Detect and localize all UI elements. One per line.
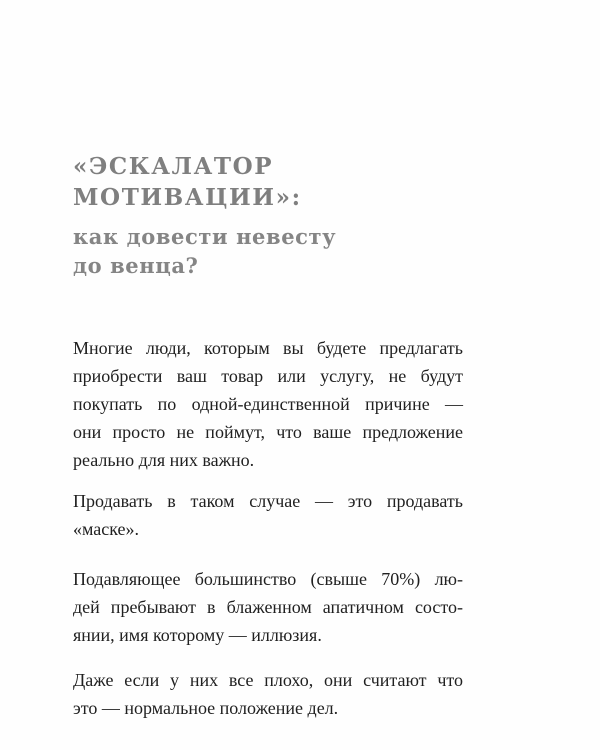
body-paragraph bbox=[73, 666, 463, 722]
chapter-title-line: МОТИВАЦИИ»: bbox=[73, 184, 302, 211]
text-line: они просто не поймут, что ваше предложение bbox=[73, 422, 463, 442]
text-line: дей пребывают в блаженном апатичном состо- bbox=[73, 597, 463, 617]
text-line: янии, имя которому — иллюзия. bbox=[73, 625, 322, 645]
text-line: «маске». bbox=[73, 519, 140, 539]
text-line: реально для них важно. bbox=[73, 450, 255, 470]
text-line: Продавать в таком случае — это продавать bbox=[73, 491, 463, 511]
chapter-title-line: «ЭСКАЛАТОР bbox=[73, 153, 274, 180]
text-line: Многие люди, которым вы будете предлагать bbox=[73, 338, 463, 358]
body-paragraph bbox=[73, 565, 463, 649]
text-line: Подавляющее большинство (свыше 70%) лю- bbox=[73, 569, 463, 589]
text-line: это — нормальное положение дел. bbox=[73, 698, 339, 718]
chapter-subtitle-line: как довести невесту bbox=[73, 224, 337, 249]
text-line: Даже если у них все плохо, они считают что bbox=[73, 670, 463, 690]
body-paragraph bbox=[73, 334, 463, 474]
chapter-subtitle bbox=[73, 222, 513, 280]
text-line: покупать по одной-единственной причине — bbox=[73, 394, 463, 414]
body-paragraph bbox=[73, 487, 463, 543]
chapter-title bbox=[73, 151, 513, 213]
text-line: приобрести ваш товар или услугу, не будут bbox=[73, 366, 463, 386]
chapter-subtitle-line: до венца? bbox=[73, 253, 199, 278]
